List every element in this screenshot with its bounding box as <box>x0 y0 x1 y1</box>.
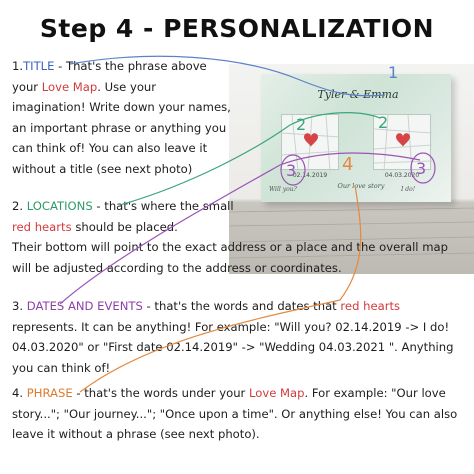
title-text: - That's the phrase above your <box>12 59 207 94</box>
date-label-left: 02.14.2019 <box>292 172 328 179</box>
title-text-cont: . Use your imagination! Write down your names, an important phrase or anything you can think of! You can also leave it without a title (see next photo) <box>12 79 231 176</box>
red-heart-icon <box>396 133 410 147</box>
item-number: 2. <box>12 199 27 213</box>
section-title <box>12 56 232 179</box>
map-panel-right <box>373 114 431 170</box>
dates-label: DATES AND EVENTS <box>26 299 143 313</box>
red-hearts-link: red hearts <box>340 299 401 313</box>
map-streets-left <box>282 115 340 171</box>
dates-text: - that's the words and dates that <box>142 299 341 313</box>
date-label-right: 04.03.2020 <box>384 172 420 179</box>
item-number: 1. <box>12 59 24 73</box>
event-label-right: I do! <box>401 186 416 193</box>
locations-text-cont: should be placed. <box>71 219 178 234</box>
locations-label: LOCATIONS <box>26 199 93 213</box>
locations-text: - that's where the small <box>92 199 234 213</box>
section-phrase <box>12 383 468 445</box>
phrase-text: - that's the words under your <box>72 386 250 400</box>
phrase-label: Our love story <box>337 182 385 190</box>
locations-text-detail: Their bottom will point to the exact address or a place and the overall map will be adjusted according to the address or coordinates. <box>12 240 448 275</box>
number-4-label: 4 <box>342 154 354 175</box>
dates-text-cont: represents. It can be anything! For example: "Will you? 02.14.2019 -> I do! 04.03.2020" or "First date 02.14.2019" -> "Wedding 04.03.2021 ". Anything you can think of! <box>12 319 454 375</box>
event-label-left: Will you? <box>269 186 297 193</box>
section-locations <box>12 196 467 278</box>
phrase-text-cont: . For example: "Our love story..."; "Our journey..."; "Once upon a time". Or anything else! You can also leave it without a phrase (see next photo). <box>12 386 458 441</box>
love-map-canvas <box>261 74 451 202</box>
item-number: 3. <box>12 299 27 313</box>
number-3-label-left: 3 <box>286 161 297 180</box>
number-2-label-left: 2 <box>296 115 307 134</box>
number-3-label-right: 3 <box>416 159 427 178</box>
love-map-link: Love Map <box>41 79 98 94</box>
section-dates <box>12 296 468 378</box>
item-number: 4. <box>12 386 27 400</box>
map-streets-right <box>374 115 432 171</box>
phrase-label-text: PHRASE <box>26 386 73 400</box>
red-hearts-link: red hearts <box>12 219 72 234</box>
map-title-text: Tyler & Emma <box>317 88 399 101</box>
page-title: Step 4 - PERSONALIZATION <box>39 14 435 43</box>
number-1-label: 1 <box>388 63 399 82</box>
title-label: TITLE <box>23 59 55 73</box>
love-map-link: Love Map <box>249 386 305 400</box>
number-2-label-right: 2 <box>378 113 389 132</box>
map-panel-left <box>281 114 339 170</box>
